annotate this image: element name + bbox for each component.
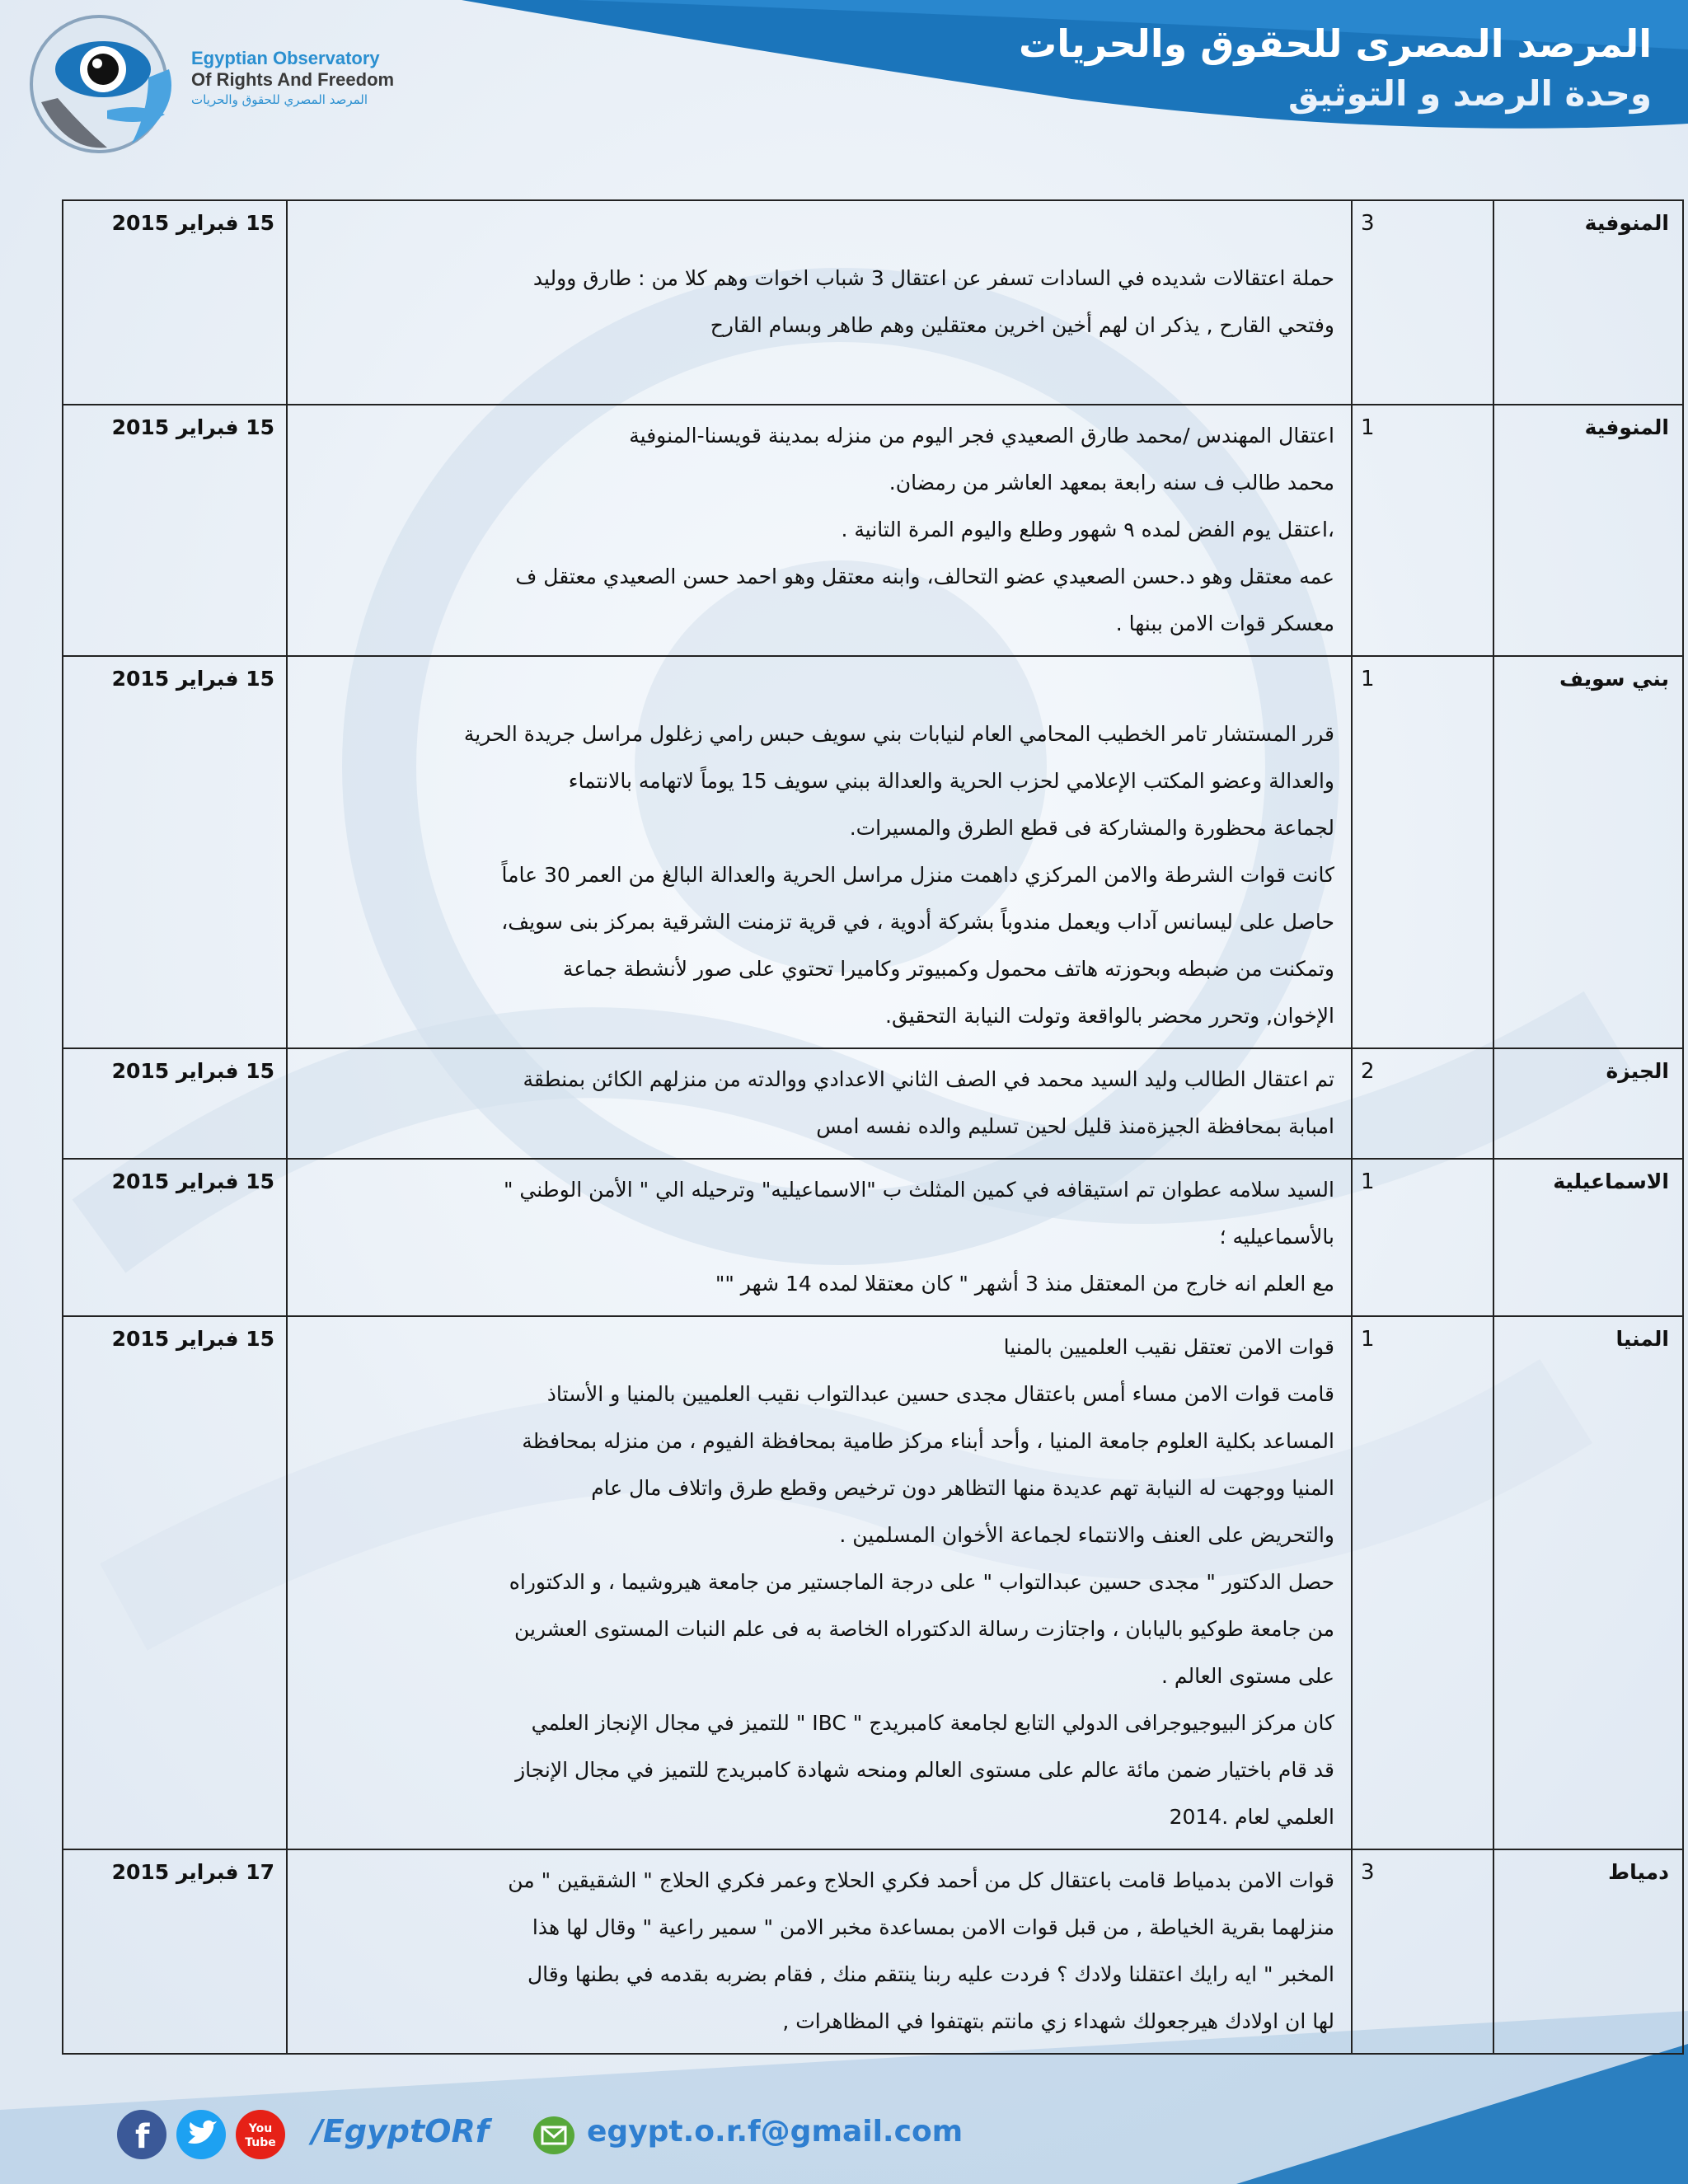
date-cell: [63, 656, 287, 1048]
logo-name-en-line1: Egyptian Observatory: [191, 48, 380, 68]
email-icon: [533, 2116, 574, 2154]
details-line: كان مركز البيوجيوجرافى الدولي التابع لجامعة كامبريدج " IBC " للتميز في مجال الإنجاز العلمي: [531, 1711, 1334, 1735]
details-line: المخبر " ايه رايك اعتقلنا ولادك ؟ فردت عليه ربنا ينتقم منك , فقام بضربه بقدمه في بطنها وقال: [528, 1962, 1334, 1986]
details-cell: [287, 1048, 1352, 1159]
governorate-cell: دمياط: [1493, 1849, 1683, 2054]
details-line: [304, 208, 1334, 255]
details-line: والتحريض على العنف والانتماء لجماعة الأخوان المسلمين .: [839, 1523, 1334, 1547]
details-line: العلمي لعام .2014: [1169, 1805, 1334, 1829]
date-value: 17 فبراير 2015: [111, 1860, 274, 1884]
details-cell: [287, 656, 1352, 1048]
governorate-cell: المنيا: [1493, 1316, 1683, 1849]
details-line: قوات الامن تعتقل نقيب العلميين بالمنيا: [1003, 1335, 1334, 1359]
count-cell: [1352, 1159, 1493, 1316]
date-cell: [63, 1048, 287, 1159]
count-cell: [1352, 405, 1493, 656]
details-line: ،اعتقل يوم الفض لمده ٩ شهور وطلع واليوم المرة التانية .: [841, 518, 1334, 541]
page-header: [0, 0, 1688, 157]
logo-text: [191, 48, 394, 107]
logo-emblem: [25, 12, 185, 162]
count-value: 3: [1361, 211, 1375, 236]
details-line: لجماعة محظورة والمشاركة فى قطع الطرق والمسيرات.: [849, 816, 1334, 840]
details-cell: [287, 1159, 1352, 1316]
date-cell: [63, 1316, 287, 1849]
details-line: [304, 349, 1334, 396]
count-value: 3: [1361, 1860, 1375, 1885]
details-line: قد قام باختيار ضمن مائة عالم على مستوى العالم ومنحه شهادة كامبريدج للتميز في مجال الإنجاز: [515, 1758, 1334, 1782]
details-line: [304, 663, 1334, 710]
table-row: [63, 656, 1683, 1048]
details-line: وفتحي القارح , يذكر ان لهم أخين اخرين معتقلين وهم طاهر وبسام القارح: [710, 313, 1334, 337]
governorate-cell: المنوفية: [1493, 405, 1683, 656]
details-line: حصل الدكتور " مجدى حسين عبدالتواب " على درجة الماجستير من جامعة هيروشيما ، و الدكتوراه: [509, 1570, 1334, 1594]
records-table: [62, 199, 1684, 2055]
social-handle[interactable]: /EgyptORf: [312, 2113, 490, 2149]
details-line: قرر المستشار تامر الخطيب المحامي العام لنيابات بني سويف حبس رامي زغلول مراسل جريدة الحرية: [463, 722, 1334, 746]
svg-text:f: f: [135, 2118, 150, 2156]
details-line: قوات الامن بدمياط قامت باعتقال كل من أحمد فكري الحلاج وعمر فكري الحلاج " الشقيقين " من: [508, 1868, 1334, 1892]
governorate-cell: الاسماعيلية: [1493, 1159, 1683, 1316]
details-line: منزلهما بقرية الخياطة , من قبل قوات الامن بمساعدة مخبر الامن " سمير راعية " وقال لها هذا: [532, 1915, 1334, 1939]
details-line: لها ان اولادك هيرجعولك شهداء زي مانتم بتهتفوا في المظاهرات ,: [782, 2009, 1334, 2033]
details-line: قامت قوات الامن مساء أمس باعتقال مجدى حسين عبدالتواب نقيب العلميين بالمنيا و الأستاذ: [546, 1382, 1334, 1406]
table-row: [63, 1159, 1683, 1316]
table-row: [63, 1316, 1683, 1849]
facebook-icon[interactable]: [117, 2110, 166, 2159]
contact-email[interactable]: egypt.o.r.f@gmail.com: [587, 2115, 964, 2149]
details-line: من جامعة طوكيو باليابان ، واجتازت رسالة الدكتوراه الخاصة به فى علم النبات المستوى العشرين: [514, 1617, 1334, 1641]
date-value: 15 فبراير 2015: [111, 1059, 274, 1083]
details-cell: [287, 1316, 1352, 1849]
logo-name-ar: المرصد المصري للحقوق والحريات: [191, 92, 368, 107]
governorate-cell: بني سويف: [1493, 656, 1683, 1048]
details-cell: [287, 1849, 1352, 2054]
youtube-icon[interactable]: [236, 2110, 285, 2159]
table-row: [63, 200, 1683, 405]
count-value: 1: [1361, 667, 1375, 691]
logo-name-en-line2: Of Rights And Freedom: [191, 69, 395, 90]
details-line: اعتقال المهندس /محمد طارق الصعيدي فجر اليوم من منزله بمدينة قويسنا-المنوفية: [629, 424, 1334, 448]
governorate-cell: الجيزة: [1493, 1048, 1683, 1159]
details-line: امبابة بمحافظة الجيزةمنذ قليل لحين تسليم والده نفسه امس: [816, 1114, 1334, 1138]
svg-text:Tube: Tube: [245, 2136, 276, 2149]
count-cell: [1352, 1849, 1493, 2054]
date-value: 15 فبراير 2015: [111, 667, 274, 691]
unit-title: وحدة الرصد و التوثيق: [1288, 73, 1652, 114]
date-cell: [63, 1159, 287, 1316]
date-cell: [63, 1849, 287, 2054]
organization-title: المرصد المصرى للحقوق والحريات: [1019, 21, 1652, 66]
count-value: 1: [1361, 415, 1375, 440]
details-cell: [287, 405, 1352, 656]
details-line: وتمكنت من ضبطه وبحوزته هاتف محمول وكمبيوتر وكاميرا تحتوي على صور لأنشطة جماعة: [562, 957, 1334, 981]
date-value: 15 فبراير 2015: [111, 1169, 274, 1193]
governorate-cell: المنوفية: [1493, 200, 1683, 405]
count-value: 1: [1361, 1169, 1375, 1194]
details-line: حملة اعتقالات شديده في السادات تسفر عن اعتقال 3 شباب اخوات وهم كلا من : طارق ووليد: [532, 266, 1334, 290]
details-line: المنيا ووجهت له النيابة تهم عديدة منها التظاهر دون ترخيص وقطع طرق واتلاف مال عام: [591, 1476, 1334, 1500]
header-title-block: [1019, 18, 1652, 119]
details-line: معسكر قوات الامن ببنها .: [1115, 612, 1334, 635]
count-cell: [1352, 1048, 1493, 1159]
details-line: كانت قوات الشرطة والامن المركزي داهمت منزل مراسل الحرية والعدالة البالغ من العمر 30 عاماً: [501, 863, 1334, 887]
details-line: المساعد بكلية العلوم جامعة المنيا ، وأحد أبناء مركز طامية بمحافظة الفيوم ، من منزله بمحافظة: [522, 1429, 1334, 1453]
details-line: عمه معتقل وهو د.حسن الصعيدي عضو التحالف، وابنه معتقل وهو احمد حسن الصعيدي معتقل ف: [515, 565, 1334, 588]
count-value: 1: [1361, 1327, 1375, 1352]
details-line: بالأسماعيليه ؛: [1219, 1225, 1334, 1249]
details-cell: [287, 200, 1352, 405]
date-value: 15 فبراير 2015: [111, 1327, 274, 1351]
date-cell: [63, 405, 287, 656]
records-table-body: [63, 200, 1683, 2054]
details-line: مع العلم انه خارج من المعتقل منذ 3 أشهر " كان معتقلا لمده 14 شهر "": [715, 1272, 1334, 1296]
date-cell: [63, 200, 287, 405]
details-line: تم اعتقال الطالب وليد السيد محمد في الصف الثاني الاعدادي ووالدته من منزلهم الكائن بمنطقة: [523, 1067, 1334, 1091]
svg-text:You: You: [248, 2122, 273, 2135]
table-row: [63, 405, 1683, 656]
table-row: [63, 1849, 1683, 2054]
count-value: 2: [1361, 1059, 1375, 1084]
details-line: السيد سلامه عطوان تم استيقافه في كمين المثلث ب "الاسماعيليه" وترحيله الي " الأمن الوطني ": [503, 1178, 1334, 1202]
date-value: 15 فبراير 2015: [111, 415, 274, 439]
count-cell: [1352, 656, 1493, 1048]
date-value: 15 فبراير 2015: [111, 211, 274, 235]
page-footer: [117, 2110, 1024, 2161]
twitter-icon[interactable]: [176, 2110, 226, 2159]
table-row: [63, 1048, 1683, 1159]
details-line: محمد طالب ف سنه رابعة بمعهد العاشر من رمضان.: [889, 471, 1334, 494]
details-line: على مستوى العالم .: [1160, 1664, 1334, 1688]
details-line: الإخوان, وتحرر محضر بالواقعة وتولت النيابة التحقيق.: [885, 1004, 1334, 1028]
details-line: والعدالة وعضو المكتب الإعلامي لحزب الحرية والعدالة ببني سويف 15 يوماً لاتهامه بالانتماء: [568, 769, 1334, 793]
details-line: حاصل على ليسانس آداب ويعمل مندوباً بشركة أدوية ، في قرية تزمنت الشرقية بمركز بنى سويف،: [501, 910, 1334, 934]
count-cell: [1352, 200, 1493, 405]
count-cell: [1352, 1316, 1493, 1849]
